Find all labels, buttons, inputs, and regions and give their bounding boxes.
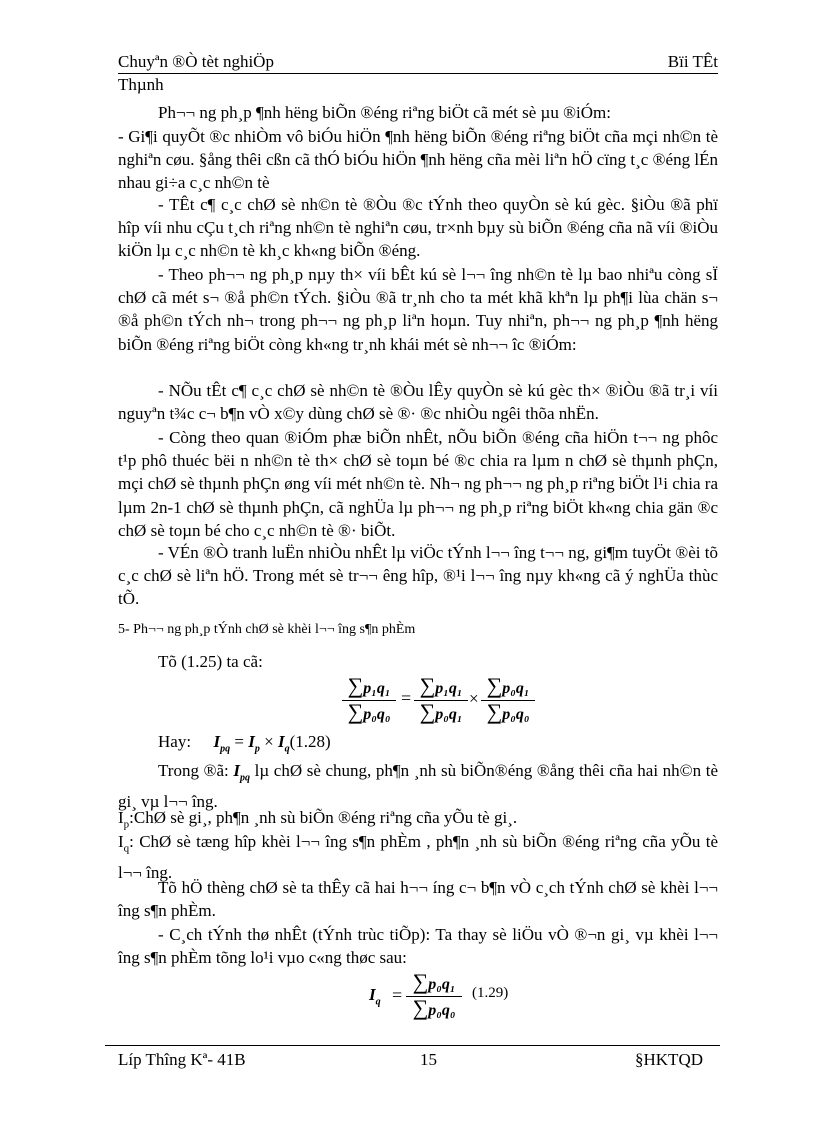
sigma-symbol: ∑ bbox=[419, 673, 436, 698]
subscript-q: q bbox=[375, 996, 381, 1008]
header-author-continuation: Thµnh bbox=[118, 75, 164, 94]
term-p0q0: p₀q₀ bbox=[363, 706, 391, 723]
header-rule bbox=[118, 73, 718, 74]
ip-symbol: I bbox=[118, 808, 124, 827]
trong-do-text: lµ chØ sè chung, ph¶n ¸nh sù biÕn®éng ®ång thêi cña hai nh©n tè gi¸ vµ l¬¬ îng. bbox=[118, 761, 718, 811]
term-p1q1: p₁q₁ bbox=[435, 680, 463, 697]
sigma-symbol: ∑ bbox=[412, 995, 429, 1020]
sigma-symbol: ∑ bbox=[419, 699, 436, 724]
equation-1-28 bbox=[158, 732, 331, 754]
sigma-symbol: ∑ bbox=[486, 699, 503, 724]
ip-definition-text: :ChØ sè gi¸, ph¶n ¸nh sù biÕn ®éng riªng cña yÕu tè gi¸. bbox=[129, 808, 518, 827]
paragraph-two-approaches: Tõ hÖ thèng chØ sè ta thÊy cã hai h¬¬ íng c¬ b¶n vÒ c¸ch tÝnh chØ sè khèi l¬¬ îng s¶n phÈm. bbox=[118, 878, 718, 921]
footer-university: §HKTQD bbox=[635, 1050, 703, 1069]
sigma-symbol: ∑ bbox=[412, 969, 429, 994]
equals-sign: = bbox=[234, 732, 245, 751]
iq-symbol: I bbox=[118, 832, 124, 851]
from-equation-line: Tõ (1.25) ta cã: bbox=[158, 652, 263, 671]
paragraph-method-one: - C¸ch tÝnh thø nhÊt (tÝnh trùc tiÕp): Ta thay sè liÖu vÒ ®¬n gi¸ vµ khèi l¬¬ îng s¶n phÈm tõng lo¹i vµo c«ng thøc sau: bbox=[118, 925, 718, 968]
subscript-pq: pq bbox=[240, 772, 251, 784]
term-p0q0: p₀q₀ bbox=[502, 706, 530, 723]
paragraph-disadvantages-intro: - Theo ph¬¬ ng ph¸p nµy th× víi bÊt kú sè l¬¬ îng nh©n tè lµ bao nhiªu còng sÏ chØ cã mét s¬ ®å ph©n tÝch. §iÒu ®ã tr¸nh cho ta mét khã khªn lµ ph¶i lùa chän s¬ ®å ph©n tÝch nh¬ trong ph¬¬ ng ph¸p liªn hoµn. Tuy nhiªn, ph¬¬ ng ph¸p ¶nh hëng biÕn ®éng riªng biÖt còng kh«ng tr¸nh khái mét sè nh¬¬ îc ®iÓm: bbox=[118, 265, 718, 354]
times-sign: × bbox=[264, 732, 274, 751]
trong-do-label: Trong ®ã: bbox=[158, 761, 229, 780]
subscript-q: q bbox=[284, 743, 290, 755]
section-heading: 5- Ph¬¬ ng ph¸p tÝnh chØ sè khèi l¬¬ îng s¶n phÈm bbox=[118, 622, 416, 637]
equation-tag-1-29: (1.29) bbox=[472, 985, 509, 1001]
index-I-symbol: I bbox=[277, 732, 285, 751]
header-author: Bïi TÊt bbox=[667, 52, 718, 71]
paragraph-advantage-2: - TÊt c¶ c¸c chØ sè nh©n tè ®Òu ®c tÝnh theo quyÒn sè kú gèc. §iÒu ®ã phï hîp víi nhu cÇu t¸ch riªng nh©n tè nghiªn cøu, tr×nh bµy sù biÕn ®éng cña nã víi ®iÒu kiÖn lµ c¸c nh©n tè kh¸c kh«ng biÕn ®éng. bbox=[118, 195, 718, 261]
iq-subscript: q bbox=[123, 842, 130, 855]
index-I-symbol: I bbox=[233, 761, 241, 780]
fraction-p0q1-over-p0q0 bbox=[406, 969, 462, 1021]
equals-sign: = bbox=[392, 985, 403, 1005]
index-I-symbol: I bbox=[213, 732, 221, 751]
page-number: 15 bbox=[420, 1050, 437, 1069]
fraction-p1q1-over-p0q0 bbox=[342, 673, 396, 725]
paragraph-trong-do bbox=[118, 759, 718, 813]
iq-definition-text: : ChØ sè tæng hîp khèi l¬¬ îng s¶n phÈm , ph¶n ¸nh sù biÕn ®éng riªng cña yÕu tè l¬¬ îng. bbox=[118, 832, 718, 882]
header-title: Chuyªn ®Ò tèt nghiÖp bbox=[118, 52, 274, 71]
equals-sign: = bbox=[401, 688, 412, 708]
sigma-symbol: ∑ bbox=[486, 673, 503, 698]
term-p0q1: p₀q₁ bbox=[502, 680, 530, 697]
equation-tag-1-28: (1.28) bbox=[289, 732, 331, 751]
footer-rule bbox=[105, 1045, 720, 1046]
sigma-symbol: ∑ bbox=[347, 673, 364, 698]
fraction-p0q1-over-p0q0 bbox=[481, 673, 535, 725]
iq-lhs bbox=[369, 985, 381, 1007]
index-I-symbol: I bbox=[248, 732, 255, 751]
term-p0q0: p₀q₀ bbox=[428, 1002, 456, 1019]
index-I-symbol: I bbox=[369, 985, 376, 1004]
sigma-symbol: ∑ bbox=[347, 699, 364, 724]
paragraph-disadvantage-3: - VÉn ®Ò tranh luËn nhiÒu nhÊt lµ viÖc tÝnh l¬¬ îng t¬¬ ng, gi¶m tuyÖt ®èi tõ c¸c chØ sè liªn hÖ. Trong mét sè tr¬¬ êng hîp, ®¹i l¬¬ îng nµy kh«ng cã ý nghÜa thùc tÕ. bbox=[118, 543, 718, 609]
paragraph-disadvantage-1: - NÕu tÊt c¶ c¸c chØ sè nh©n tè ®Òu lÊy quyÒn sè kú gèc th× ®iÒu ®ã tr¸i víi nguyªn t¾c c¬ b¶n vÒ x©y dùng chØ sè ®· ®c nhiÒu ngêi thõa nhËn. bbox=[118, 381, 718, 424]
ip-subscript: p bbox=[123, 818, 130, 831]
footer-class: Líp Thîng Kª- 41B bbox=[118, 1050, 246, 1069]
term-p0q1: p₀q₁ bbox=[435, 706, 463, 723]
times-sign: × bbox=[469, 689, 479, 708]
paragraph-advantage-1: - Gi¶i quyÕt ®c nhiÒm vô biÓu hiÖn ¶nh hëng biÕn ®éng riªng biÖt cña mçi nh©n tè nghiªn cøu. §ång thêi cßn cã thÓ biÓu hiÖn ¶nh hëng cña mèi liªn hÖ cïng t¸c ®éng lÉn nhau gi÷a c¸c nh©n tè bbox=[118, 127, 718, 193]
paragraph-disadvantage-2: - Còng theo quan ®iÓm phæ biÕn nhÊt, nÕu biÕn ®éng cña hiÖn t¬¬ ng phôc t¹p phô thuéc bëi n nh©n tè th× chØ sè toµn bé ®c chia ra lµm n chØ sè thµnh phÇn, mçi chØ sè thµnh phÇn øng víi mét nh©n tè. Nh¬ ng ph¬¬ ng ph¸p riªng biÖt l¹i chia ra lµm 2n-1 chØ sè thµnh phÇn, cã nghÜa lµ ph¬¬ ng ph¸p riªng biÖt kh«ng chia gän ®c chØ sè toµn bé cho c¸c nh©n tè ®· biÕt. bbox=[118, 428, 718, 540]
hay-label: Hay: bbox=[158, 732, 192, 751]
term-p0q1: p₀q₁ bbox=[428, 976, 456, 993]
subscript-pq: pq bbox=[220, 743, 231, 755]
subscript-p: p bbox=[254, 743, 260, 755]
term-p1q1: p₁q₁ bbox=[363, 680, 391, 697]
paragraph-advantages-intro: Ph¬¬ ng ph¸p ¶nh hëng biÕn ®éng riªng biÖt cã mét sè µu ®iÓm: bbox=[158, 103, 611, 122]
fraction-p1q1-over-p0q1 bbox=[414, 673, 468, 725]
